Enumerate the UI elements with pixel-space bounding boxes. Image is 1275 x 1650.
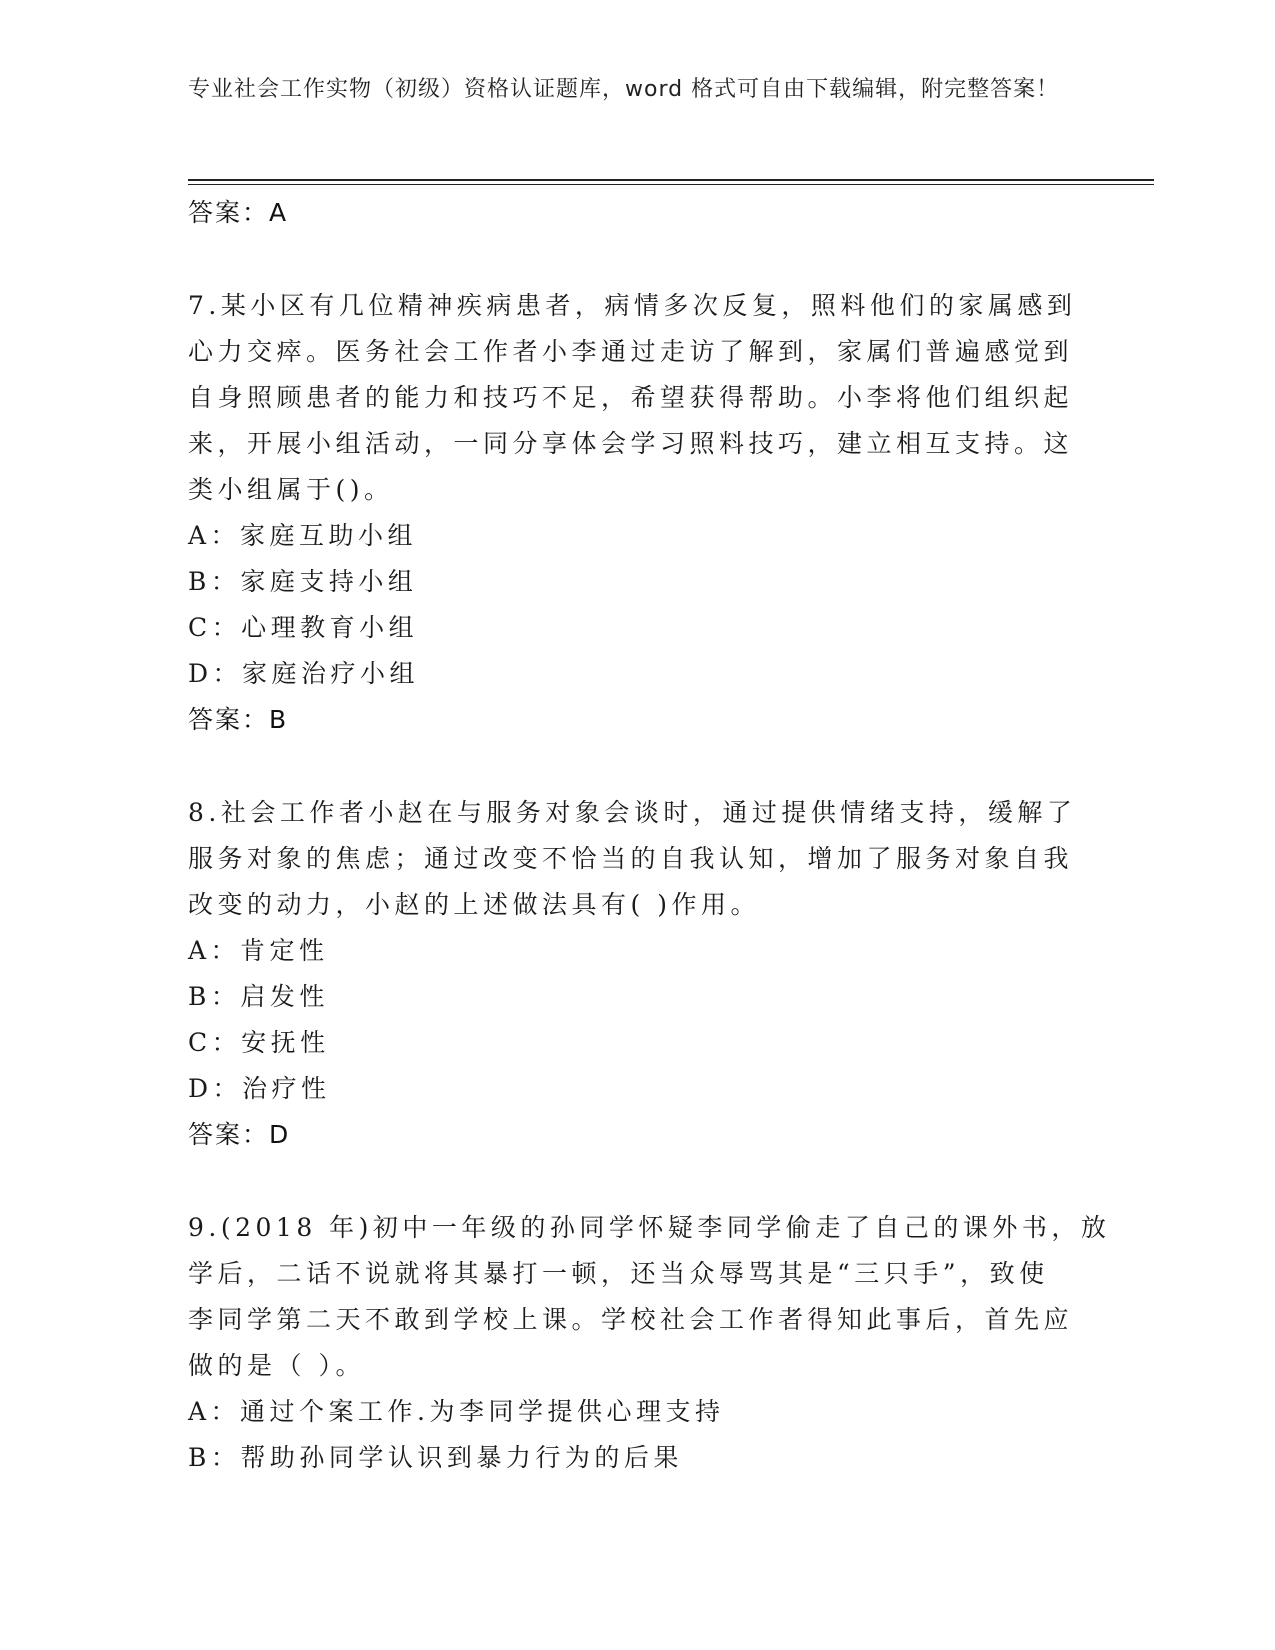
answer-line: 答案：B <box>188 705 289 734</box>
question-stem-line: 服务对象的焦虑；通过改变不恰当的自我认知，增加了服务对象自我 <box>188 844 1074 873</box>
option-b: B：家庭支持小组 <box>188 567 418 596</box>
document-body <box>188 190 1111 1481</box>
question-block <box>188 790 1077 1158</box>
question-stem-line: 李同学第二天不敢到学校上课。学校社会工作者得知此事后，首先应 <box>188 1305 1074 1334</box>
option-d: D：家庭治疗小组 <box>188 659 420 688</box>
question-stem-line: 8.社会工作者小赵在与服务对象会谈时，通过提供情绪支持，缓解了 <box>188 798 1077 827</box>
question-block <box>188 283 1077 743</box>
answer-line: 答案：A <box>188 198 289 227</box>
option-a: A：肯定性 <box>188 936 329 965</box>
spacer <box>188 1158 1068 1205</box>
option-c: C：心理教育小组 <box>188 613 419 642</box>
question-stem-line: 类小组属于()。 <box>188 475 394 504</box>
question-stem-line: 改变的动力，小赵的上述做法具有( )作用。 <box>188 890 760 919</box>
question-stem-line: 自身照顾患者的能力和技巧不足，希望获得帮助。小李将他们组织起 <box>188 383 1074 412</box>
option-c: C：安抚性 <box>188 1028 330 1057</box>
spacer <box>188 743 1068 790</box>
header-rule <box>188 179 1154 181</box>
spacer <box>188 236 1068 283</box>
question-stem-line: 7.某小区有几位精神疾病患者，病情多次反复，照料他们的家属感到 <box>188 291 1077 320</box>
answer-line: 答案：D <box>188 1120 291 1149</box>
question-block <box>188 1205 1111 1481</box>
document-header: 专业社会工作实物（初级）资格认证题库，word 格式可自由下载编辑，附完整答案！ <box>188 77 1060 102</box>
option-a: A：家庭互助小组 <box>188 521 418 550</box>
question-stem-line: 心力交瘁。医务社会工作者小李通过走访了解到，家属们普遍感觉到 <box>188 337 1074 366</box>
option-d: D：治疗性 <box>188 1074 331 1103</box>
question-stem-line: 来，开展小组活动，一同分享体会学习照料技巧，建立相互支持。这 <box>188 429 1074 458</box>
question-stem-line: 做的是（ ）。 <box>188 1351 365 1380</box>
option-b: B：帮助孙同学认识到暴力行为的后果 <box>188 1443 683 1472</box>
option-a: A：通过个案工作.为李同学提供心理支持 <box>188 1397 725 1426</box>
option-b: B：启发性 <box>188 982 329 1011</box>
question-stem-line: 学后，二话不说就将其暴打一顿，还当众辱骂其是“三只手”，致使 <box>188 1259 1049 1288</box>
question-stem-line: 9.(2018 年)初中一年级的孙同学怀疑李同学偷走了自己的课外书，放 <box>188 1213 1111 1242</box>
header-rule-thin <box>188 184 1154 185</box>
